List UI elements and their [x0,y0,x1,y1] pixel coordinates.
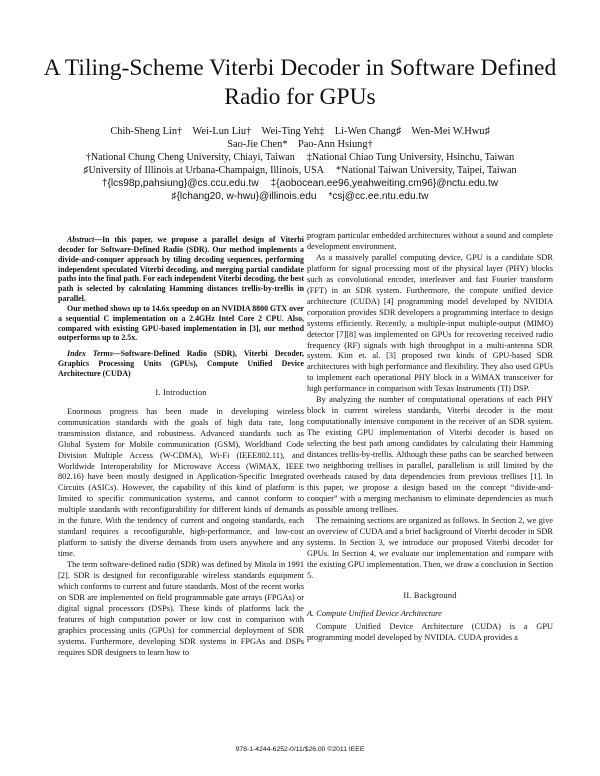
paragraph: Enormous progress has been made in developing wireless communication standards with the goals of high data rate, long transmission distance, and robustness. Advanced standards such as Global System for Mobile communication (GSM), Worldband Code Division Multiple Access (W-CDMA), Wi-Fi (IEEE802.11), and Worldwide Interoperability for Microwave Access (WiMAX, IEEE 802.16) have been mostly designed in Application-Specific Integrated Circuits (ASICs). However, the capability of this kind of platform is limited to specific communication systems, and cannot conform to multiple standards with reconfigurability for different kinds of demands in the future. With the tendency of current and ongoing standards, each standard requires a reconfigurable, high-performance, and low-cost platform to satisfy the diverse demands from users anywhere and any time. [58,406,304,559]
author-list [60,126,540,151]
abstract-label: Abstract [67,235,95,244]
paragraph: program particular embedded architectures without a sound and complete development environment. [307,231,553,251]
paragraph: The remaining sections are organized as follows. In Section 2, we give an overview of CUDA and a brief background of Viterbi decoder in SDR systems. In Section 3, we introduce our proposed Viterbi decoder for GPUs. In Section 4, we evaluate our implementation and compare with the existing GPU implementation. Then, we draw a conclusion in Section 5. [307,515,553,580]
paragraph: Compute Unified Device Architecture (CUDA) is a GPU programming model developed by NVIDIA. CUDA provides a [307,622,553,643]
affiliation: ♯University of Illinois at Urbana-Champaign, Illinois, USA [83,164,324,176]
author: Chih-Sheng Lin† [110,126,183,137]
email: *csj@cc.ee.ntu.edu.tw [328,190,429,202]
paper-title: A Tiling-Scheme Viterbi Decoder in Software Defined Radio for GPUs [43,55,557,110]
email: ‡{aobocean.ee96,yeahweiting.cm96}@nctu.edu.tw [270,178,499,189]
section-heading: I. Introduction [155,387,207,397]
paragraph: As a massively parallel computing device, GPU is a candidate SDR platform for signal processing most of the physical layer (PHY) blocks such as convolutional encoder, interleaver and fast Fourier transform (FFT) in an SDR system. Furthermore, the compute unified device architecture (CUDA) [4] programming model developed by NVIDIA corporation provides SDR developers a programming interface to design systems efficiently. Recently, a multiple-input multiple-output (MIMO) detector [7][8] was implemented on GPUs for recovering received radio frequency (RF) signals with high throughput in a multi-antenna SDR system. Kim et. al. [3] proposed two kinds of GPU-based SDR architectures with high performance and flexibility. They also used GPUs to implement each operational PHY block in a WiMAX transceiver for high performance in comparison with Texas Instruments (TI) DSP. [307,252,553,394]
email: ♯{lchang20, w-hwu}@illinois.edu [171,190,317,202]
right-column [307,231,553,644]
author: Wei-Lun Liu† [192,126,252,137]
author: Wei-Ting Yeh‡ [261,126,325,137]
author-row-1 [60,126,540,139]
abstract-text: —In this paper, we propose a parallel design of Viterbi decoder for Software-Defined Radio (SDR). Our method implements a divide-and-conquer approach by tiling decoding sequences, performing independent speculated Viterbi decoding, and merging partial candidate paths into the final path. For each independent Viterbi decoding, the best path is selected by calculating Hamming distances trellis-by-trellis in parallel. [58,235,304,304]
paragraph: The term software-defined radio (SDR) was defined by Mitola in 1991 [2]. SDR is designed for reconfigurable wireless standards equipment which conforms to current and future standards. Most of the recent works on SDR are implemented on field programmable gate arrays (FPGAs) or digital signal processors (DSPs). These kinds of platforms lack the features of high computation power or low cost in comparison with graphics processing units (GPUs) for commercial deployment of SDR systems. Furthermore, developing SDR systems in FPGAs and DSPs requires SDR designers to learn how to [58,560,304,657]
index-terms-label: Index Terms [67,349,113,359]
paragraph: By analyzing the number of computational operations of each PHY block in current wireless standards, Viterbi decoder is the most computationally intensive component in the receiver of an SDR system. The existing GPU implementation of Viterbi decoder is based on selecting the best path among candidates by calculating their Hamming distances trellis-by-trellis. Although these paths can be searched between two neighboring trellises in parallel, parallelism is still limited by the overheads caused by data dependencies from previous trellises [1]. In this paper, we propose a design based on the concept “divide-and-conquer” with a merging mechanism to eliminate dependencies as much as possible among trellises. [307,395,553,514]
author: Wen-Mei W.Hwu♯ [411,126,490,137]
index-terms-text: —Software-Defined Radio (SDR), Viterbi Decoder, Graphics Processing Units (GPUs), Compute Unified Device Architecture (CUDA) [58,349,304,378]
index-terms [58,349,304,379]
affiliation: *National Taiwan University, Taipei, Taiwan [335,164,517,176]
section-heading: II. Background [403,590,457,600]
left-column [58,235,304,659]
abstract-text: Our method shows up to 14.6x speedup on an NVIDIA 8800 GTX over a sequential C implementation on a 2.4GHz Intel Core 2 CPU. Also, compared with existing GPU-based implementation in [3], our method outperforms up to 2.5x. [58,303,304,343]
copyright-footer: 978-1-4244-6252-0/11/$26.00 ©2011 IEEE [235,746,365,753]
abstract [58,235,304,343]
author: Li-Wen Chang♯ [334,126,402,137]
author: Sao-Jie Chen* [227,138,288,150]
author: Pao-Ann Hsiung† [297,138,373,150]
affiliations [40,152,560,177]
affiliation: ‡National Chiao Tung University, Hsinchu, Taiwan [306,152,515,163]
email-list [40,178,560,203]
author-row-2 [60,139,540,152]
email: †{lcs98p,pahsiung}@cs.ccu.edu.tw [101,178,259,189]
affiliation: †National Chung Cheng University, Chiayi, Taiwan [85,152,295,163]
subsection-heading: A. Compute Unified Device Architecture [307,609,442,619]
